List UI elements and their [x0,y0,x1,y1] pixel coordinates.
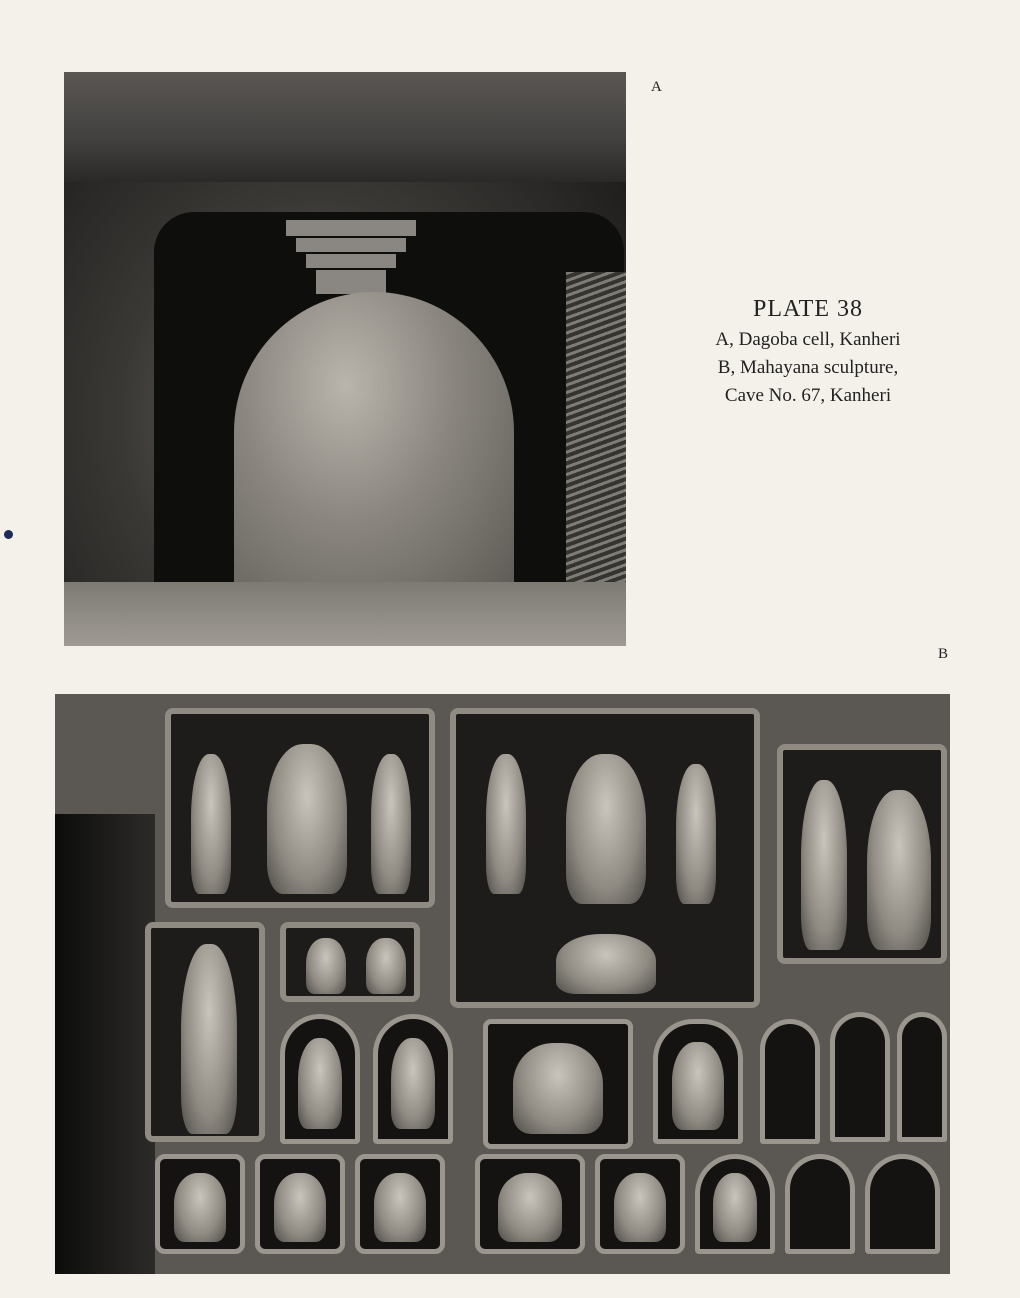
small-figure [498,1173,562,1241]
sculpture-panel [777,744,947,964]
small-figure [366,938,406,994]
arched-niche [280,1014,360,1144]
small-figure [274,1173,325,1241]
caption-line: A, Dagoba cell, Kanheri [715,329,901,350]
sculpture-panel [450,708,760,1008]
arched-niche [373,1014,453,1144]
seated-buddha [267,744,347,894]
foliage [566,272,626,632]
rock-ledge [64,582,626,646]
arched-niche [695,1154,775,1254]
sculpture-panel [165,708,435,908]
arched-niche [483,1019,633,1149]
seated-buddha [672,1042,723,1129]
caption-line: B, Mahayana sculpture, [717,357,899,378]
standing-attendant [801,780,847,950]
photo-b-mahayana-sculpture [55,694,950,1274]
small-figure [174,1173,225,1241]
seated-buddha [513,1043,603,1134]
standing-attendant [371,754,411,894]
seated-buddha [391,1038,436,1129]
plate-title: PLATE 38 [753,296,863,322]
seated-buddha [298,1038,343,1129]
arched-niche [595,1154,685,1254]
arched-niche [653,1019,743,1144]
small-figure [374,1173,425,1241]
cave-shadow [55,814,155,1274]
arched-niche [255,1154,345,1254]
sculpture-panel [280,922,420,1002]
seated-buddha [867,790,931,950]
arched-niche [355,1154,445,1254]
small-figures [556,934,656,994]
arched-niche [475,1154,585,1254]
sculpture-panel [145,922,265,1142]
plate-caption [656,292,960,410]
small-figure [614,1173,665,1241]
figure-label-a: A [651,79,662,95]
figure-label-b: B [938,646,949,662]
ink-dot [4,530,13,539]
harmika-step [316,270,386,294]
harmika-step [286,220,416,236]
standing-attendant [676,764,716,904]
harmika-step [306,254,396,268]
harmika-step [296,238,406,252]
rock-overhang [64,72,626,182]
standing-attendant [191,754,231,894]
stupa-dome [234,292,514,602]
standing-buddha [181,944,237,1134]
standing-attendant [486,754,526,894]
seated-buddha [566,754,646,904]
small-figure [713,1173,758,1241]
arched-niche [865,1154,940,1254]
arched-niche [760,1019,820,1144]
photo-a-dagoba-cell [64,72,626,646]
arched-niche [830,1012,890,1142]
arched-niche [155,1154,245,1254]
small-figure [306,938,346,994]
caption-line: Cave No. 67, Kanheri [724,385,892,406]
arched-niche [897,1012,947,1142]
arched-niche [785,1154,855,1254]
